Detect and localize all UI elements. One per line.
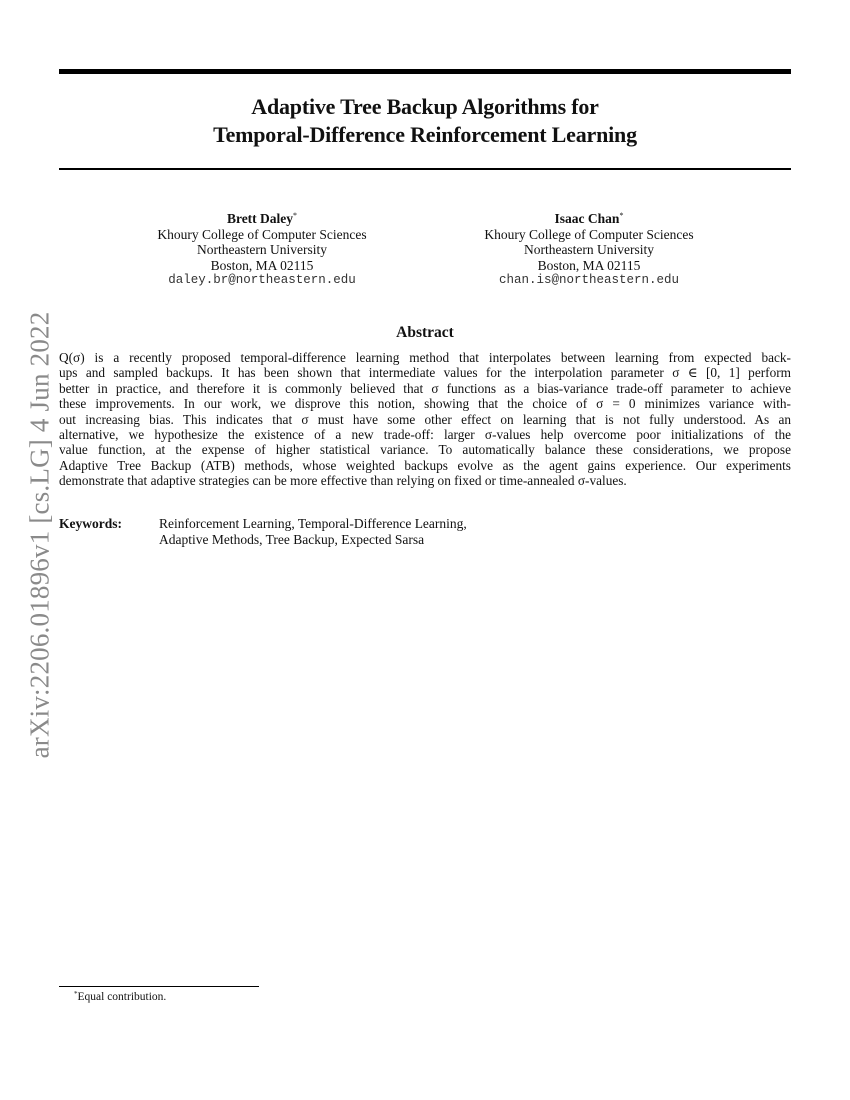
author-affiliation: Khoury College of Computer Sciences (484, 226, 694, 242)
title-bottom-rule (59, 168, 791, 170)
abstract-heading: Abstract (396, 324, 454, 341)
title-line-1: Adaptive Tree Backup Algorithms for (251, 94, 599, 119)
footnote-mark: * (74, 990, 78, 998)
keywords-label: Keywords: (59, 516, 122, 531)
equal-contribution-mark: * (619, 211, 624, 220)
abstract-line: better in practice, and therefore it is commonly believed that σ functions as a bias-variance trade-off parameter to achieve (59, 380, 791, 396)
abstract-line: ups and sampled backups. It has been shown that intermediate values for the interpolation parameter σ ∈ [0, 1] perform (59, 365, 791, 381)
abstract-line: demonstrate that adaptive strategies can be more effective than relying on fixed or time-annealed σ-values. (59, 473, 627, 489)
author-affiliation: Khoury College of Computer Sciences (157, 226, 367, 242)
author-institution: Northeastern University (523, 242, 655, 257)
author-block-2 (439, 208, 739, 289)
author-email[interactable]: daley.br@northeastern.edu (168, 273, 356, 287)
arxiv-identifier-stamp: arXiv:2206.01896v1 [cs.LG] 4 Jun 2022 (24, 311, 55, 759)
author-email[interactable]: chan.is@northeastern.edu (498, 273, 680, 287)
author-name-line (439, 208, 739, 227)
author-address: Boston, MA 02115 (537, 257, 641, 273)
keywords-list (159, 516, 467, 547)
author-address: Boston, MA 02115 (210, 257, 314, 273)
abstract-body (59, 350, 791, 489)
abstract-line: out increasing bias. This indicates that σ must have some other effect on learning that is not fully understood. As an (59, 411, 791, 427)
title-top-rule (59, 69, 791, 74)
footnote-text: Equal contribution. (77, 991, 167, 1003)
abstract-line: Adaptive Tree Backup (ATB) methods, whose weighted backups evolve as the agent gains experience. Our experiments (59, 457, 791, 473)
equal-contribution-mark: * (293, 211, 298, 220)
author-institution: Northeastern University (196, 242, 328, 257)
keywords-line-1: Reinforcement Learning, Temporal-Difference Learning, (159, 516, 467, 531)
author-block-1 (112, 208, 412, 289)
abstract-line: alternative, we hypothesize the existence of a new trade-off: larger σ-values help overcome poor initializations of the (59, 427, 791, 443)
keywords-line-2: Adaptive Methods, Tree Backup, Expected Sarsa (159, 531, 425, 547)
footnote-rule (59, 986, 259, 987)
footnote (74, 990, 166, 1003)
author-name: Isaac Chan (554, 211, 620, 226)
title-line-2: Temporal-Difference Reinforcement Learning (213, 122, 637, 147)
abstract-line: value function, at the expense of higher statistical variance. To automatically balance these considerations, we propose (59, 442, 791, 458)
paper-title (59, 93, 791, 149)
author-name-line (112, 208, 412, 227)
author-name: Brett Daley (226, 211, 294, 226)
abstract-line: Q(σ) is a recently proposed temporal-difference learning method that interpolates between learning from expected back- (59, 350, 791, 365)
abstract-line: these improvements. In our work, we disprove this notion, showing that the choice of σ = 0 minimizes variance with- (59, 396, 791, 412)
